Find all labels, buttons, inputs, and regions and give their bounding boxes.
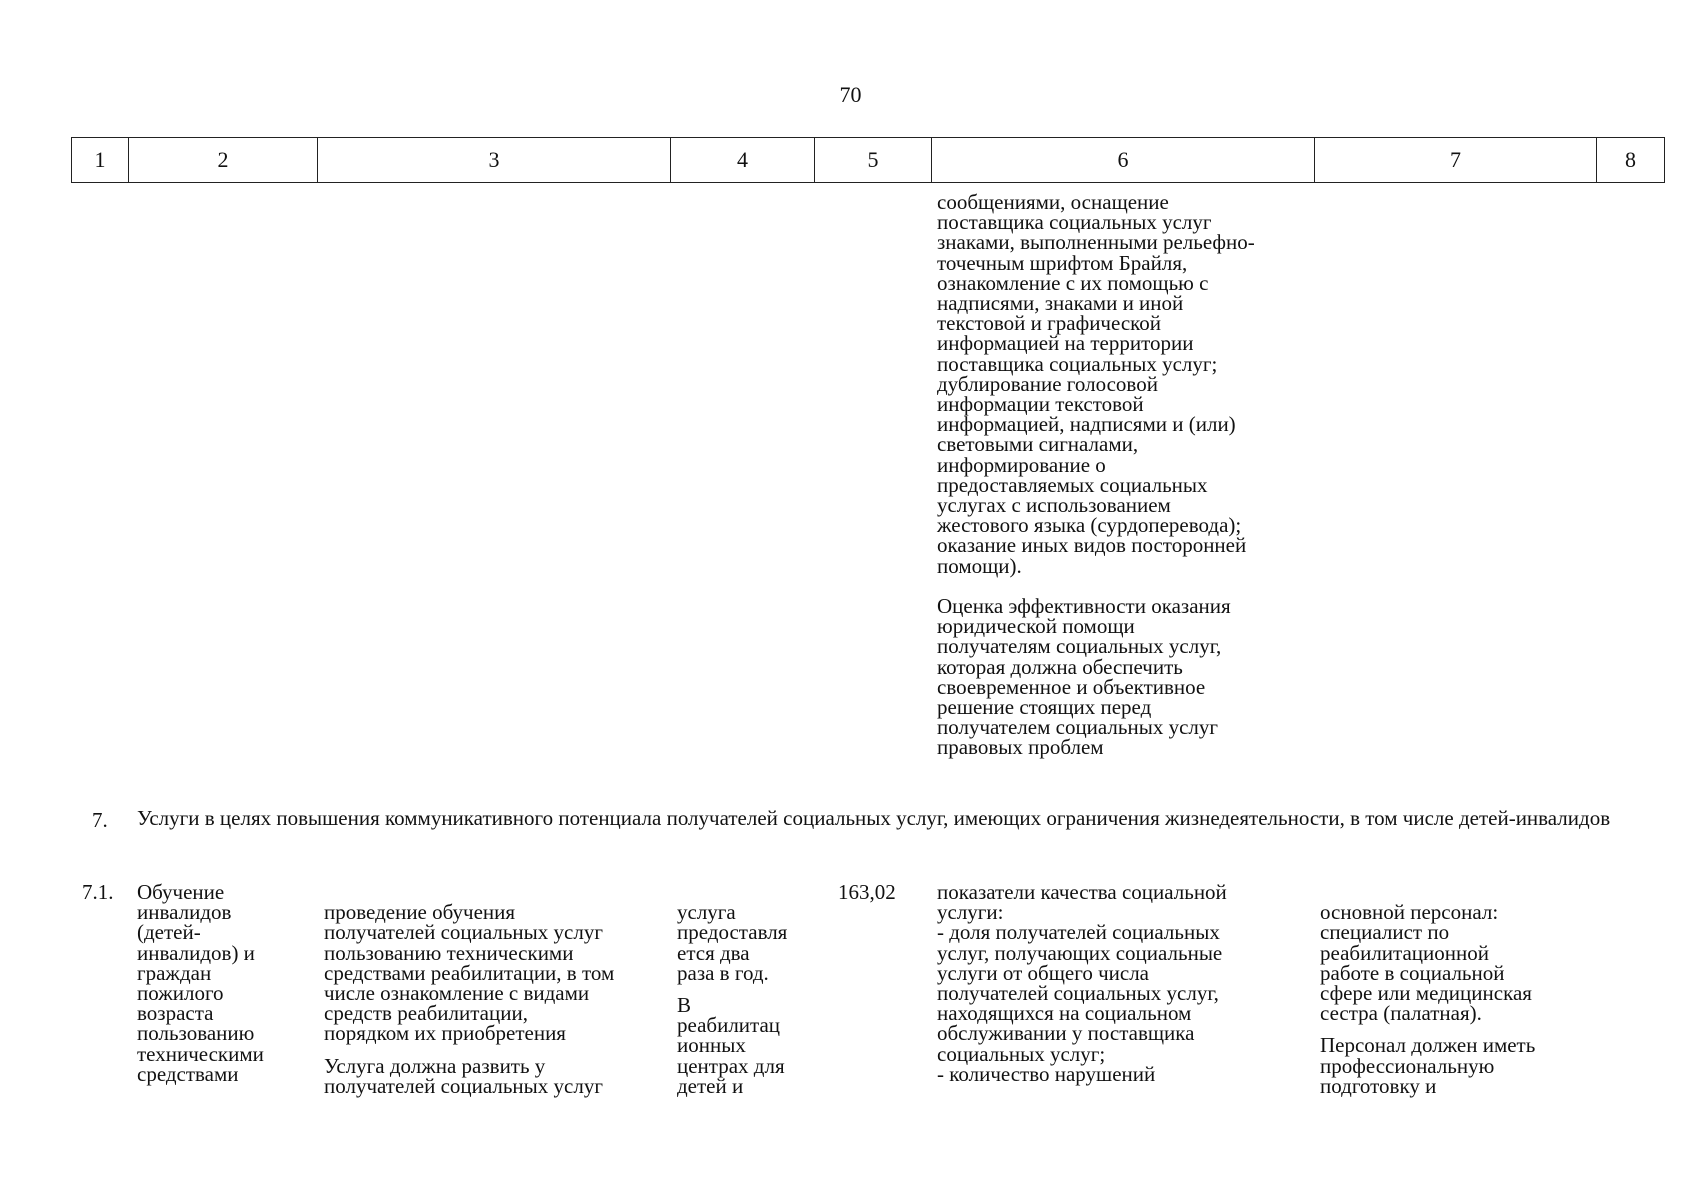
row-7-1-tariff: 163,02 (838, 880, 896, 904)
continuation-paragraph-2: Оценка эффективности оказания юридической помощи получателям социальных услуг, которая должна обеспечить своевременное и объективное решение стоящих перед получателем социальных услуг правовых проблем (937, 594, 1231, 760)
row-7-1-quality-indicators: показатели качества социальной услуги: - доля получателей социальных услуг, получающих социальные услуги от общего числа получателей социальных услуг, находящихся на социальном обслуживании у поставщика социальных услуг; - количество нарушений (937, 880, 1227, 1086)
column-number-2: 2 (129, 138, 318, 183)
column-number-6: 6 (932, 138, 1315, 183)
row-7-1-service-name: Обучение инвалидов (детей- инвалидов) и граждан пожилого возраста пользованию техническими средствами (137, 880, 264, 1086)
column-number-3: 3 (318, 138, 671, 183)
service-content-paragraph-2: Услуга должна развить у получателей социальных услуг (324, 1053, 603, 1098)
section-title: Услуги в целях повышения коммуникативного потенциала получателей социальных услуг, имеющих ограничения жизнедеятельности, в том числе детей-инвалидов (137, 806, 1611, 830)
row-7-1-number: 7.1. (82, 880, 114, 904)
column-number-5: 5 (815, 138, 932, 183)
frequency-paragraph-1: услуга предоставля ется два раза в год. (677, 900, 788, 985)
column-number-header (71, 137, 1665, 183)
page-number: 70 (839, 82, 862, 107)
row-7-1-frequency (677, 882, 817, 1116)
continuation-paragraph-1: сообщениями, оснащение поставщика социальных услуг знаками, выполненными рельефно- точечным шрифтом Брайля, ознакомление с их помощью с надписями, знаками и иной текстовой и графической информацией на территории поставщика социальных услуг; дублирование голосовой информации текстовой информацией, надписями и (или) световыми сигналами, информирование о предоставляемых социальных услугах с использованием жестового языка (сурдоперевода); оказание иных видов посторонней помощи). (937, 190, 1255, 578)
staff-paragraph-1: основной персонал: специалист по реабилитационной работе в социальной сфере или медицинская сестра (палатная). (1320, 900, 1532, 1026)
staff-paragraph-2: Персонал должен иметь профессиональную подготовку и (1320, 1033, 1536, 1098)
row-7-1-service-content (324, 882, 674, 1116)
section-number: 7. (92, 808, 108, 832)
service-content-paragraph-1: проведение обучения получателей социальных услуг пользованию техническими средствами реабилитации, в том числе ознакомление с видами средств реабилитации, порядком их приобретения (324, 900, 615, 1046)
column-number-8: 8 (1597, 138, 1665, 183)
row-7-1-staff (1320, 882, 1620, 1116)
column-number-4: 4 (671, 138, 815, 183)
column-number-1: 1 (72, 138, 129, 183)
column-number-7: 7 (1315, 138, 1597, 183)
frequency-paragraph-2: В реабилитац ионных центрах для детей и (677, 993, 785, 1098)
